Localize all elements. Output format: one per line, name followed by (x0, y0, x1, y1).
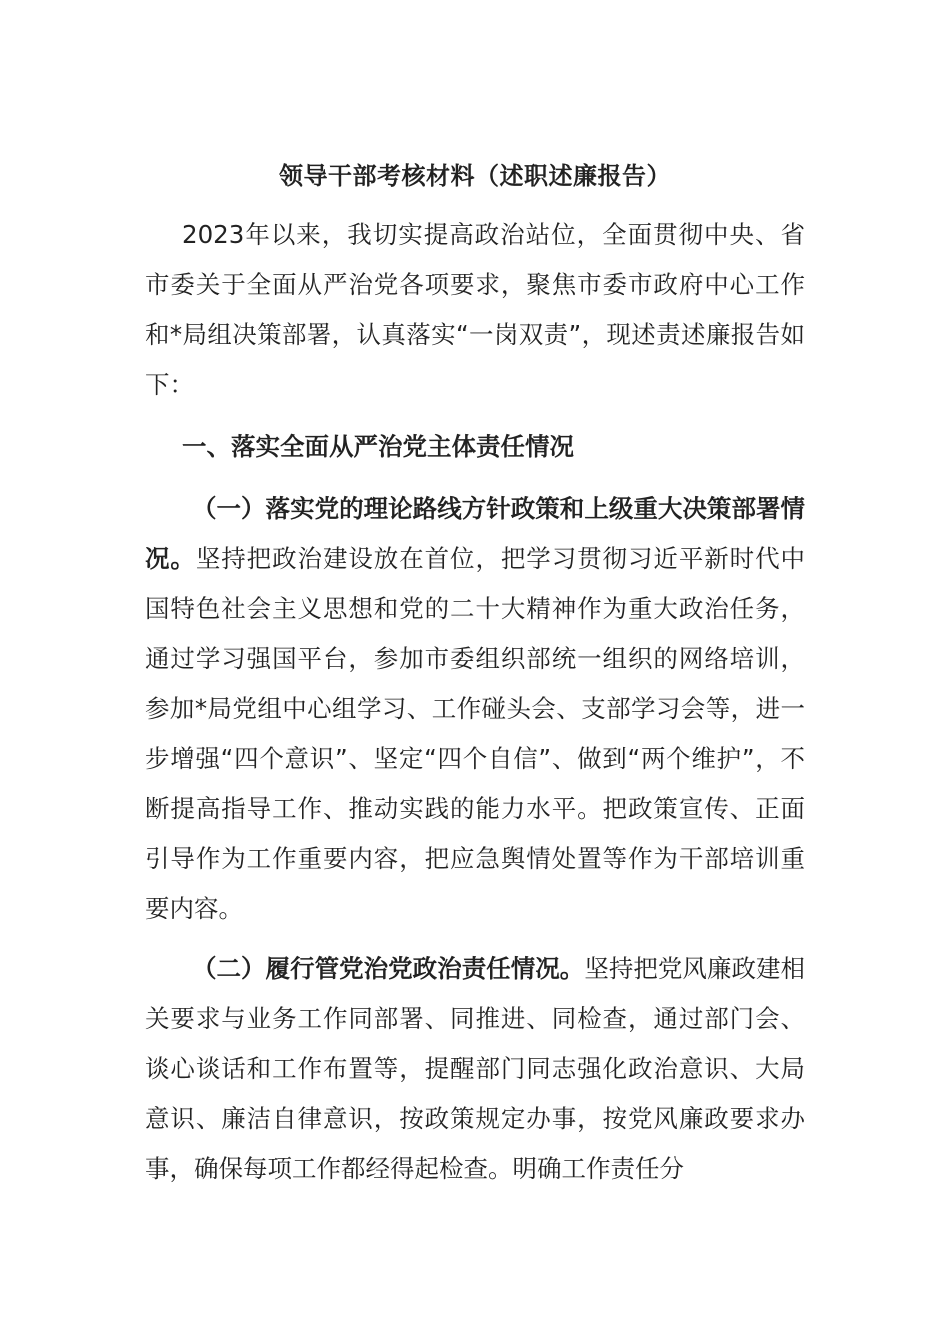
intro-paragraph: 2023年以来，我切实提高政治站位，全面贯彻中央、省市委关于全面从严治党各项要求，聚焦市委市政府中心工作和*局组决策部署，认真落实“一岗双责”，现述责述廉报告如下： (145, 220, 805, 399)
section-1-paragraph (145, 484, 805, 934)
section-2-label: （二）履行管党治党政治责任情况。 (192, 954, 585, 983)
document-title: 领导干部考核材料（述职述廉报告） (279, 162, 671, 190)
section-1-body: 坚持把政治建设放在首位，把学习贯彻习近平新时代中国特色社会主义思想和党的二十大精神作为重大政治任务，通过学习强国平台，参加市委组织部统一组织的网络培训，参加*局党组中心组学习、工作碰头会、支部学习会等，进一步增强“四个意识”、坚定“四个自信”、做到“两个维护”，不断提高指导工作、推动实践的能力水平。把政策宣传、正面引导作为工作重要内容，把应急舆情处置等作为干部培训重要内容。 (145, 544, 806, 923)
section-2-body: 坚持把党风廉政建相关要求与业务工作同部署、同推进、同检查，通过部门会、谈心谈话和工作布置等，提醒部门同志强化政治意识、大局意识、廉洁自律意识，按政策规定办事，按党风廉政要求办事，确保每项工作都经得起检查。明确工作责任分 (145, 954, 806, 1183)
section-2-paragraph (145, 944, 805, 1194)
section-heading-1: 一、落实全面从严治党主体责任情况 (182, 432, 574, 461)
section-1-label: （一）落实党的理论路线方针政策和上级重大决策部署情况。 (145, 494, 805, 573)
